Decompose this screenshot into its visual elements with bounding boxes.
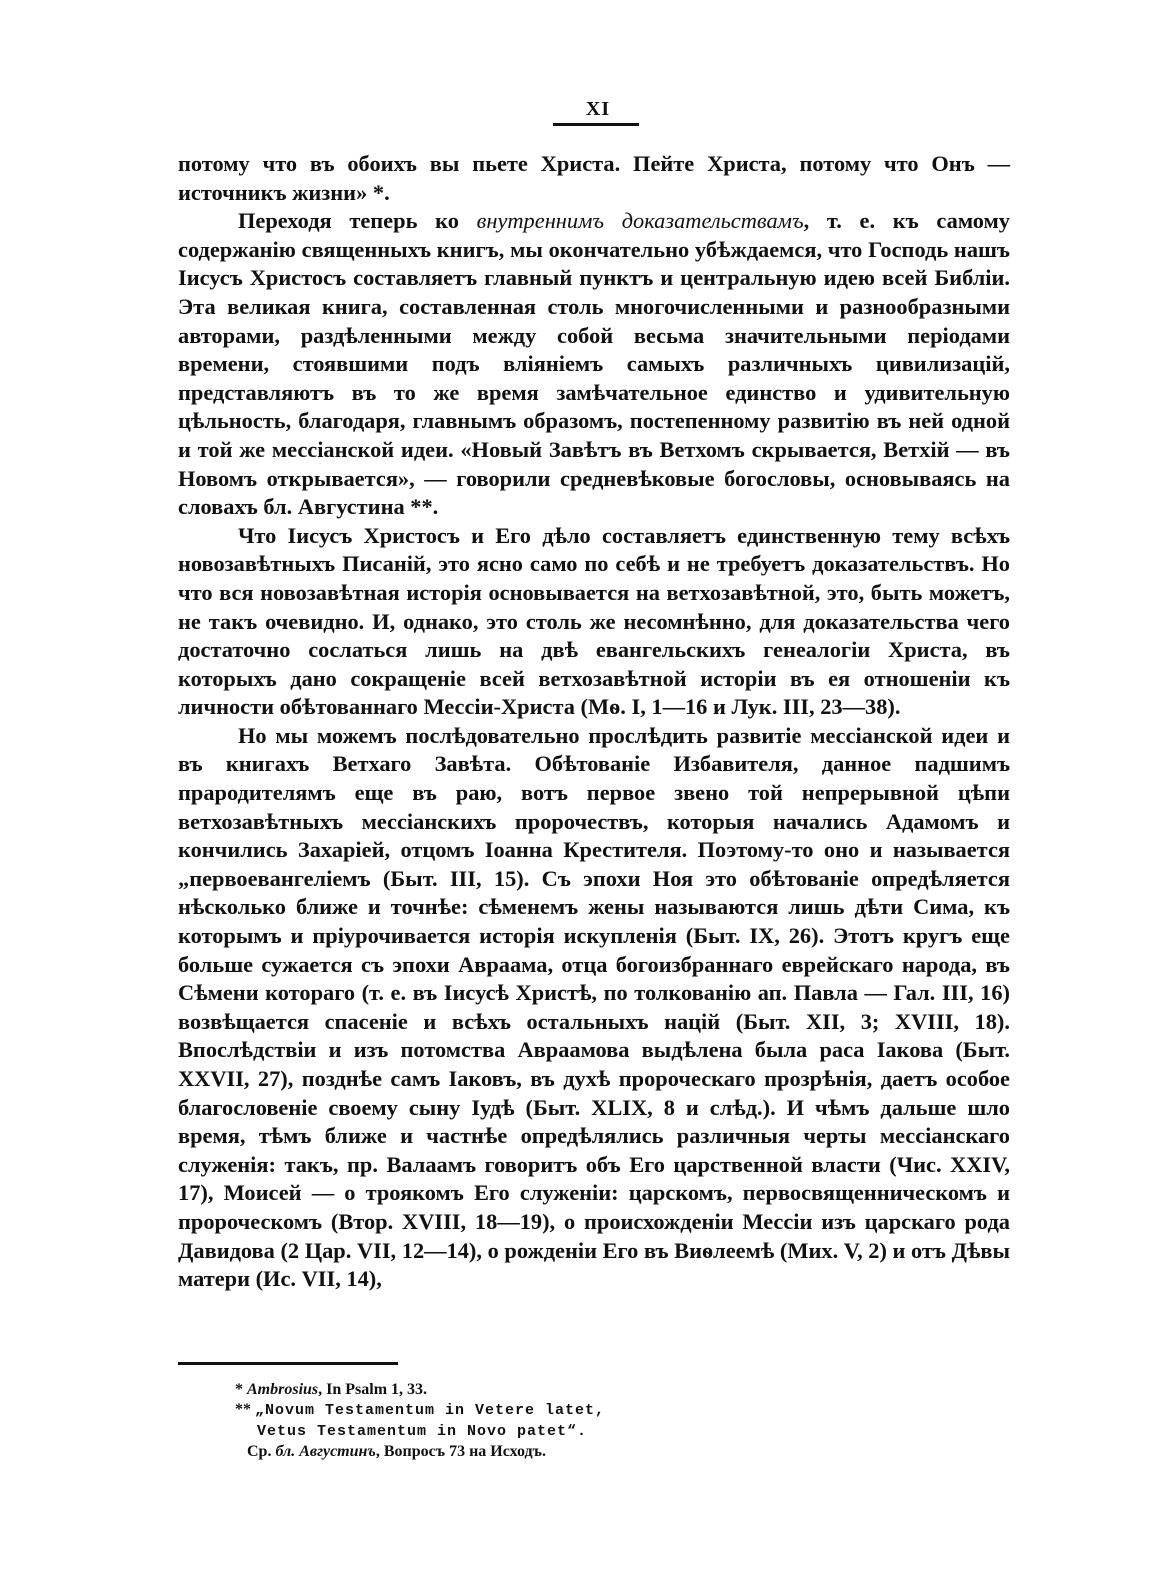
footnote-2-continuation <box>235 1421 935 1442</box>
emphasized-text: внутреннимъ доказательствамъ <box>476 208 804 234</box>
paragraph <box>178 722 1010 1294</box>
footnote-2-cf-author: бл. Августинъ <box>275 1443 376 1460</box>
footnote-1-author: Ambrosius <box>247 1381 319 1398</box>
footnote-2-cross-reference <box>235 1442 935 1462</box>
footnotes <box>235 1380 935 1462</box>
paragraph <box>178 207 1010 522</box>
paragraph-text: Переходя теперь ко <box>238 208 477 234</box>
footnote-2-mark: ** <box>235 1401 251 1418</box>
paragraph-text: , т. е. къ самому содержанію священныхъ книгъ, мы окончательно убѣждаемся, что Господь нашъ Іисусъ Христосъ составляетъ главный пунктъ и центральную идею всей Библіи. Эта великая книга, составленная столь многочисленными и разнообразными авторами, раздѣленными между собой весьма значительными періодами времени, стоявшими подъ вліяніемъ самыхъ различныхъ цивилизацій, представляютъ въ то же время замѣчательное единство и удивительную цѣльность, благодаря, главнымъ образомъ, постепенному развитію въ ней одной и той же мессіанской идеи. «Новый Завѣтъ въ Ветхомъ скрывается, Ветхій — въ Новомъ открывается», — говорили средневѣковые богословы, основываясь на словахъ бл. Августина **. <box>178 208 1010 520</box>
footnote-2 <box>235 1400 935 1421</box>
body-text <box>178 150 1010 1294</box>
paragraph <box>178 522 1010 722</box>
footnote-1-reference: , In Psalm 1, 33. <box>318 1381 428 1398</box>
page-number-rule <box>553 123 639 126</box>
paragraph-text: потому что въ обоихъ вы пьете Христа. Пейте Христа, потому что Онъ — источникъ жизни» *. <box>178 151 1010 205</box>
paragraph <box>178 150 1010 207</box>
footnote-1-mark: * <box>235 1381 243 1398</box>
footnote-divider <box>178 1362 398 1365</box>
footnote-2-quote-line-2: Vetus Testamentum in Novo patet“. <box>257 1423 588 1440</box>
paragraph-text: Но мы можемъ послѣдовательно прослѣдить развитіе мессіанской идеи и въ книгахъ Ветхаго Завѣта. Обѣтованіе Избавителя, данное падшимъ прародителямъ еще въ раю, вотъ первое звено той непрерывной цѣпи ветхозавѣтныхъ мессіанскихъ пророчествъ, которыя начались Адамомъ и кончились Захаріей, отцомъ Іоанна Крестителя. Поэтому-то оно и называется „первоевангеліемъ (Быт. III, 15). Съ эпохи Ноя это обѣтованіе опредѣляется нѣсколько ближе и точнѣе: сѣменемъ жены называются лишь дѣти Сима, къ которымъ и пріурочивается исторія искупленія (Быт. IX, 26). Этотъ кругъ еще больше сужается съ эпохи Авраама, отца богоизбраннаго еврейскаго народа, въ Сѣмени котораго (т. е. въ Іисусѣ Христѣ, по толкованію ап. Павла — Гал. III, 16) возвѣщается спасеніе и всѣхъ остальныхъ націй (Быт. XII, 3; XVIII, 18). Впослѣдствіи и изъ потомства Авраамова выдѣлена была раса Іакова (Быт. XXVII, 27), позднѣе самъ Іаковъ, въ духѣ пророческаго прозрѣнія, даетъ особое благословеніе своему сыну Іудѣ (Быт. XLIX, 8 и слѣд.). И чѣмъ дальше шло время, тѣмъ ближе и частнѣе опредѣлялись различныя черты мессіанскаго служенія: такъ, пр. Валаамъ говоритъ объ Его царственной власти (Чис. XXIV, 17), Моисей — о троякомъ Его служеніи: царскомъ, первосвященническомъ и пророческомъ (Втор. XVIII, 18—19), о происхожденіи Мессіи изъ царскаго рода Давидова (2 Цар. VII, 12—14), о рожденіи Его въ Виѳлеемѣ (Мих. V, 2) и отъ Дѣвы матери (Ис. VII, 14), <box>178 722 1010 1292</box>
footnote-1 <box>235 1380 935 1400</box>
paragraph-text: Что Іисусъ Христосъ и Его дѣло составляетъ единственную тему всѣхъ новозавѣтныхъ Писаній, это ясно само по себѣ и не требуетъ доказательствъ. Но что вся новозавѣтная исторія основывается на ветхозавѣтной, это, быть можетъ, не такъ очевидно. И, однако, это столь же несомнѣнно, для доказательства чего достаточно сослаться лишь на двѣ евангельскихъ генеалогіи Христа, въ которыхъ дано сокращеніе всей ветхозавѣтной исторіи въ ея отношеніи къ личности обѣтованнаго Мессіи-Христа (Мѳ. I, 1—16 и Лук. III, 23—38). <box>178 522 1010 720</box>
footnote-2-cf-rest: , Вопросъ 73 на Исходъ. <box>375 1443 546 1460</box>
footnote-2-cf-prefix: Ср. <box>247 1443 276 1460</box>
page-number: XI <box>585 98 611 120</box>
footnote-2-quote-line-1: „Novum Testamentum in Vetere latet, <box>255 1402 606 1419</box>
